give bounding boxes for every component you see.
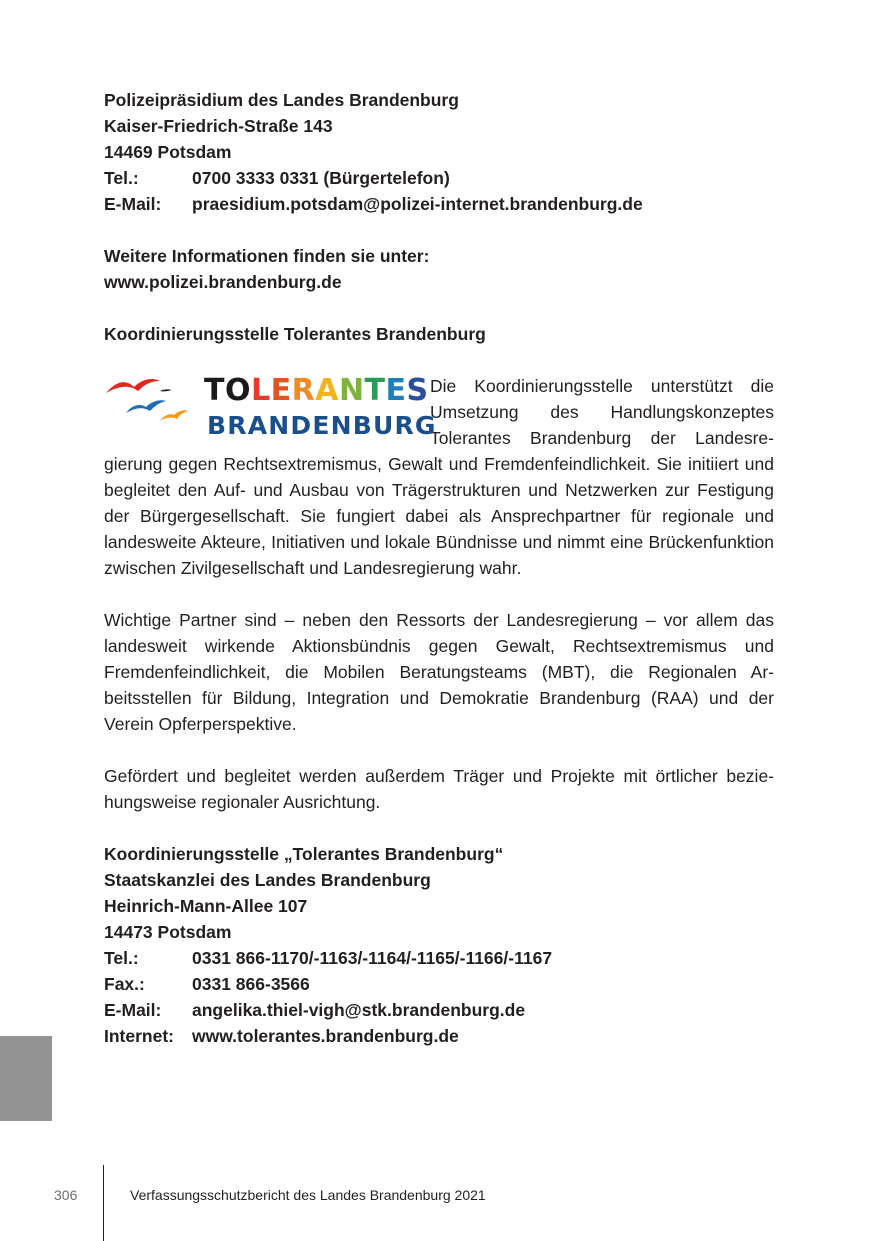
logo-letter: L	[250, 373, 271, 408]
page-number: 306	[54, 1187, 78, 1203]
logo-word-brandenburg: BRANDENBURG	[207, 411, 437, 440]
paragraph-1-container	[104, 373, 774, 581]
contact-fax: 0331 866-3566	[192, 974, 310, 994]
logo-letter: A	[315, 373, 339, 408]
contact-tel-row	[104, 945, 774, 971]
more-info	[104, 243, 774, 295]
police-street: Kaiser-Friedrich-Straße 143	[104, 116, 333, 136]
birds-icon	[104, 377, 200, 427]
police-tel: 0700 3333 0331 (Bürgertelefon)	[192, 168, 450, 188]
contact-street: Heinrich-Mann-Allee 107	[104, 896, 308, 916]
section-heading: Koordinierungsstelle Tolerantes Brandenburg	[104, 324, 486, 344]
paragraph-2: Wichtige Partner sind – neben den Ressorts der Landesregierung – vor allem das landesweit wirkende Aktionsbündnis gegen Gewalt, Rechtsextremismus und Fremdenfeindlichkeit, die Mobilen Beratungsteams (MBT), die Regionalen Arbeitsstellen für Bildung, Integration und Demokratie Brandenburg (RAA) und der Verein Opferperspektive.	[104, 610, 774, 734]
police-name: Polizeipräsidium des Landes Brandenburg	[104, 90, 459, 110]
contact-web-row	[104, 1023, 774, 1049]
contact-web-label: Internet:	[104, 1026, 174, 1046]
contact-email-label: E-Mail:	[104, 1000, 162, 1020]
contact-tel-label: Tel.:	[104, 948, 139, 968]
contact-fax-row	[104, 971, 774, 997]
logo-letter: N	[338, 373, 365, 408]
police-city: 14469 Potsdam	[104, 142, 232, 162]
more-info-heading: Weitere Informationen finden sie unter:	[104, 246, 430, 266]
logo-letter: T	[364, 373, 386, 408]
police-tel-label: Tel.:	[104, 168, 139, 188]
main-content	[104, 87, 774, 1075]
contact-name: Koordinierungsstelle „Tolerantes Brandenburg“	[104, 844, 504, 864]
police-email: praesidium.potsdam@polizei-internet.brandenburg.de	[192, 194, 643, 214]
police-email-row	[104, 191, 774, 217]
police-tel-row	[104, 165, 774, 191]
contact-address	[104, 841, 774, 1049]
contact-email: angelika.thiel-vigh@stk.brandenburg.de	[192, 1000, 526, 1020]
tolerantes-brandenburg-logo	[104, 373, 437, 451]
contact-email-row	[104, 997, 774, 1023]
logo-word-tolerantes	[204, 373, 429, 409]
contact-org: Staatskanzlei des Landes Brandenburg	[104, 870, 431, 890]
logo-letter: R	[291, 373, 316, 408]
logo-letter: O	[224, 373, 251, 408]
logo-letter: E	[270, 373, 292, 408]
chapter-tab	[0, 1036, 52, 1121]
logo-letter: E	[385, 373, 407, 408]
paragraph-3: Gefördert und begleitet werden außerdem Träger und Projekte mit örtlicher beziehungsweise regionaler Ausrichtung.	[104, 766, 774, 812]
more-info-url: www.polizei.brandenburg.de	[104, 272, 342, 292]
contact-web: www.tolerantes.brandenburg.de	[192, 1026, 459, 1046]
logo-letter: S	[406, 373, 429, 408]
police-email-label: E-Mail:	[104, 194, 162, 214]
logo-letter: T	[204, 373, 225, 408]
contact-tel: 0331 866-1170/-1163/-1164/-1165/-1166/-1167	[192, 948, 553, 968]
footer-title: Verfassungsschutzbericht des Landes Brandenburg 2021	[130, 1187, 486, 1203]
footer-divider	[103, 1165, 104, 1241]
contact-city: 14473 Potsdam	[104, 922, 232, 942]
police-address	[104, 87, 774, 217]
paragraph-1: Die Koordinierungsstelle unterstützt die Umsetzung des Handlungskonzeptes Tolerantes Brandenburg der Landesregierung gegen Rechtsextremismus, Gewalt und Fremdenfeindlichkeit. Sie initiiert und begleitet den Auf- und Ausbau von Trägerstrukturen und Netzwerken zur Festigung der Bürgergesellschaft. Sie fungiert dabei als Ansprechpartner für regionale und landesweite Akteure, Initiativen und lokale Bündnisse und nimmt eine Brückenfunktion zwischen Zivilgesellschaft und Landesregierung wahr.	[104, 376, 774, 578]
contact-fax-label: Fax.:	[104, 974, 145, 994]
